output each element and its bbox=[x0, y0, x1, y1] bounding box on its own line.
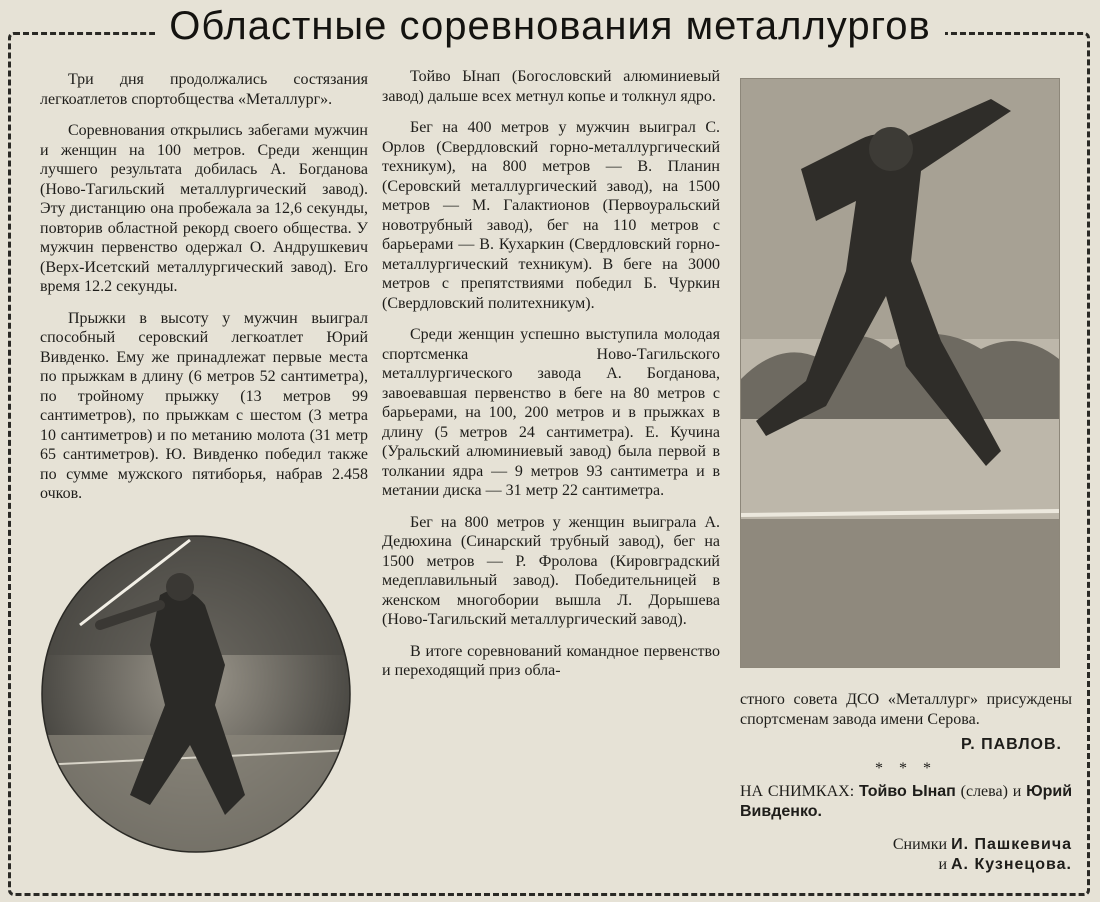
photographer-name: И. Пашкевича bbox=[951, 836, 1072, 853]
caption-name: Тойво Ынап bbox=[858, 783, 956, 800]
paragraph: стного совета ДСО «Металлург» присуждены спортсменам завода имени Серова. bbox=[740, 691, 1072, 728]
caption-lead: НА СНИМКАХ: bbox=[740, 783, 855, 800]
paragraph: Соревнования открылись забегами мужчин и женщин на 100 метров. Среди женщин лучшего результата добилась А. Богданова (Ново-Тагильский металлургический завод). Эту дистанцию она пробежала за 12,6 секунды, повторив областной рекорд своего общества. У мужчин первенство одержал О. Андрушкевич (Верх-Исетский металлургический завод). Его время 12.2 секунды. bbox=[40, 122, 368, 295]
column-1 bbox=[40, 70, 368, 504]
paragraph: Среди женщин успешно выступила молодая спортсменка Ново-Тагильского металлургического завода А. Богданова, завоевавшая первенство в беге на 80 метров с барьерами, на 100, 200 метров и в прыжках в длину (5 метров 24 сантиметра). Е. Кучина (Уральский алюминиевый завод) была первой в толкании ядра — 9 метров 93 сантиметра и в метании диска — 31 метр 22 сантиметра. bbox=[382, 326, 720, 499]
headline-text: Областные соревнования металлургов bbox=[155, 4, 945, 48]
headline bbox=[0, 4, 1100, 49]
paragraph: Бег на 400 метров у мужчин выиграл С. Орлов (Свердловский горно-металлургический техникум), на 800 метров — В. Планин (Серовский металлургический завод), на 1500 метров — М. Галактионов (Первоуральский новотрубный завод), бег на 110 метров с барьерами — В. Кухаркин (Свердловский горно-металлургический техникум). В беге на 3000 метров с препятствиями победил Б. Чуркин (Свердловский политехникум). bbox=[382, 119, 720, 312]
credits-and: и bbox=[938, 856, 947, 873]
paragraph: В итоге соревнований командное первенство и переходящий приз обла- bbox=[382, 642, 720, 679]
separator-stars: * * * bbox=[875, 759, 937, 777]
paragraph: Три дня продолжались состязания легкоатлетов спортобщества «Металлург». bbox=[40, 71, 368, 108]
column-2 bbox=[382, 67, 720, 693]
author-signature: Р. ПАВЛОВ. bbox=[960, 736, 1062, 753]
column-3 bbox=[740, 690, 1072, 875]
photo-credits bbox=[740, 835, 1072, 875]
paragraph: Бег на 800 метров у женщин выиграла А. Дедюхина (Синарский трубный завод), бег на 1500 метров — Р. Фролова (Кировградский медеплавильный завод). Победительницей в женском многобории вышла Л. Дорышева (Ново-Тагильский металлургический завод). bbox=[382, 513, 720, 628]
paragraph: Тойво Ынап (Богословский алюминиевый завод) дальше всех метнул копье и толкнул ядро. bbox=[382, 68, 720, 105]
javelin-thrower-photo bbox=[40, 535, 352, 853]
high-jumper-photo bbox=[740, 78, 1060, 668]
credits-lead: Снимки bbox=[892, 836, 948, 853]
caption-name: Юрий Вивденко. bbox=[740, 783, 1073, 820]
photo-caption bbox=[740, 782, 1072, 821]
caption-text: (слева) и bbox=[960, 783, 1022, 800]
paragraph: Прыжки в высоту у мужчин выиграл способный серовский легкоатлет Юрий Вивденко. Ему же принадлежат первые места по прыжкам в длину (6 метров 52 сантиметра), по тройному прыжку (13 метров 99 сантиметров), по прыжкам с шестом (3 метра 10 сантиметров) и по метанию молота (31 метр 65 сантиметров). Ю. Вивденко победил также по сумме мужского пятиборья, набрав 2.458 очков. bbox=[40, 309, 368, 502]
photographer-name: А. Кузнецова. bbox=[951, 856, 1072, 873]
